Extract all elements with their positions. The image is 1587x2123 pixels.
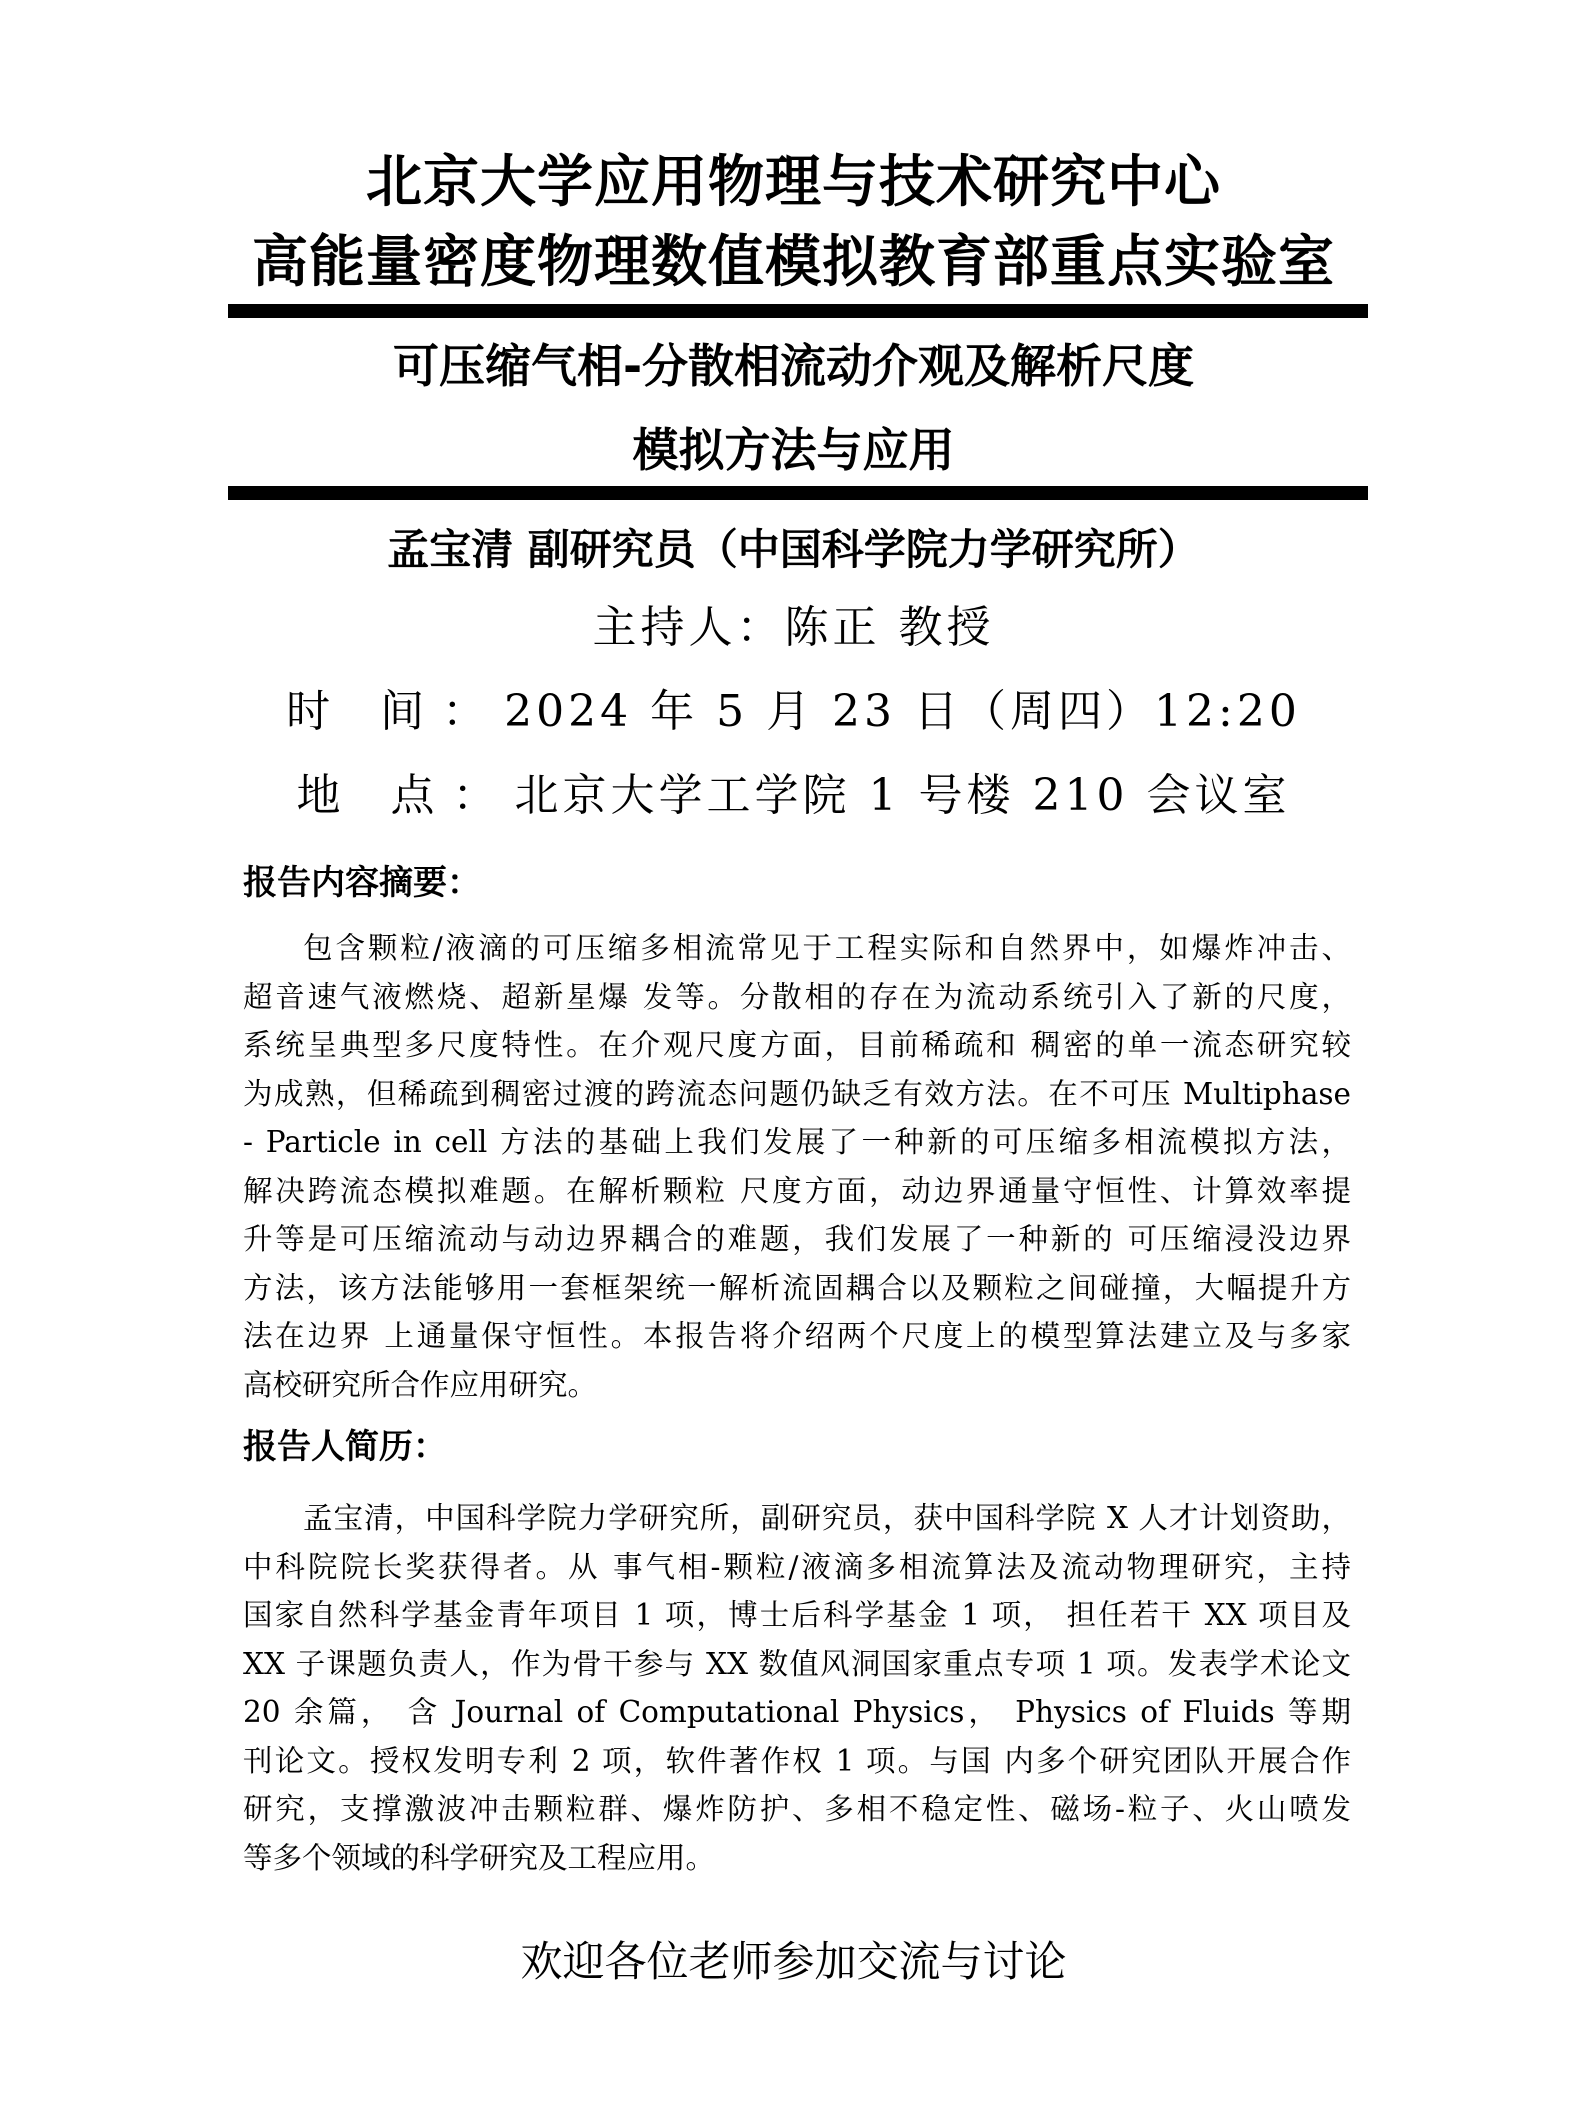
talk-title-line-1: 可压缩气相-分散相流动介观及解析尺度 — [392, 339, 1195, 393]
bio-line: 20 余篇， 含 Journal of Computational Physics， Physics of Fluids 等期 — [243, 1695, 1351, 1729]
place-line — [0, 766, 1587, 826]
bottom-divider — [228, 486, 1368, 500]
organization-line-1: 北京大学应用物理与技术研究中心 — [366, 150, 1221, 215]
abstract-line: 为成熟，但稀疏到稠密过渡的跨流态问题仍缺乏有效方法。在不可压 Multiphase — [243, 1076, 1351, 1111]
abstract-line: 超音速气液燃烧、超新星爆 发等。分散相的存在为流动系统引入了新的尺度， — [243, 979, 1351, 1014]
abstract-heading: 报告内容摘要： — [243, 863, 481, 903]
talk-title-line-2: 模拟方法与应用 — [632, 423, 955, 477]
abstract-line: 包含颗粒/液滴的可压缩多相流常见于工程实际和自然界中，如爆炸冲击、 — [303, 931, 1351, 965]
bio-line: XX 子课题负责人，作为骨干参与 XX 数值风洞国家重点专项 1 项。发表学术论文 — [243, 1646, 1351, 1681]
closing-invitation: 欢迎各位老师参加交流与讨论 — [520, 1937, 1067, 1986]
place-label: 地 点： — [296, 770, 515, 821]
bio-line: 中科院院长奖获得者。从 事气相-颗粒/液滴多相流算法及流动物理研究，主持 — [243, 1549, 1351, 1584]
bio-line: 国家自然科学基金青年项目 1 项，博士后科学基金 1 项， 担任若干 XX 项目及 — [243, 1598, 1351, 1632]
abstract-line: 高校研究所合作应用研究。 — [243, 1367, 598, 1402]
bio-heading: 报告人简历： — [243, 1427, 447, 1467]
abstract-paragraph — [243, 924, 1351, 1409]
time-line — [0, 682, 1587, 742]
speaker-line: 孟宝清 副研究员（中国科学院力学研究所） — [387, 525, 1200, 574]
abstract-line: 方法，该方法能够用一套框架统一解析流固耦合以及颗粒之间碰撞，大幅提升方 — [243, 1270, 1351, 1305]
place-value: 北京大学工学院 1 号楼 210 会议室 — [514, 770, 1291, 821]
time-label: 时 间： — [286, 686, 505, 737]
top-divider — [228, 304, 1368, 318]
abstract-line: 法在边界 上通量保守恒性。本报告将介绍两个尺度上的模型算法建立及与多家 — [243, 1319, 1351, 1353]
bio-paragraph — [243, 1494, 1351, 1882]
time-value: 2024 年 5 月 23 日（周四）12:20 — [504, 686, 1301, 737]
abstract-line: 升等是可压缩流动与动边界耦合的难题，我们发展了一种新的 可压缩浸没边界 — [243, 1222, 1351, 1256]
host-line: 主持人：陈正 教授 — [592, 602, 995, 653]
organization-line-2: 高能量密度物理数值模拟教育部重点实验室 — [252, 230, 1335, 295]
bio-line: 孟宝清，中国科学院力学研究所，副研究员，获中国科学院 X 人才计划资助， — [303, 1501, 1351, 1535]
abstract-line: 系统呈典型多尺度特性。在介观尺度方面，目前稀疏和 稠密的单一流态研究较 — [243, 1028, 1351, 1062]
bio-line: 等多个领域的科学研究及工程应用。 — [243, 1840, 716, 1875]
bio-line: 研究，支撑激波冲击颗粒群、爆炸防护、多相不稳定性、磁场-粒子、火山喷发 — [243, 1792, 1351, 1826]
abstract-line: 解决跨流态模拟难题。在解析颗粒 尺度方面，动边界通量守恒性、计算效率提 — [243, 1173, 1351, 1208]
bio-line: 刊论文。授权发明专利 2 项，软件著作权 1 项。与国 内多个研究团队开展合作 — [243, 1743, 1351, 1778]
abstract-line: - Particle in cell 方法的基础上我们发展了一种新的可压缩多相流模拟方法， — [243, 1125, 1351, 1159]
